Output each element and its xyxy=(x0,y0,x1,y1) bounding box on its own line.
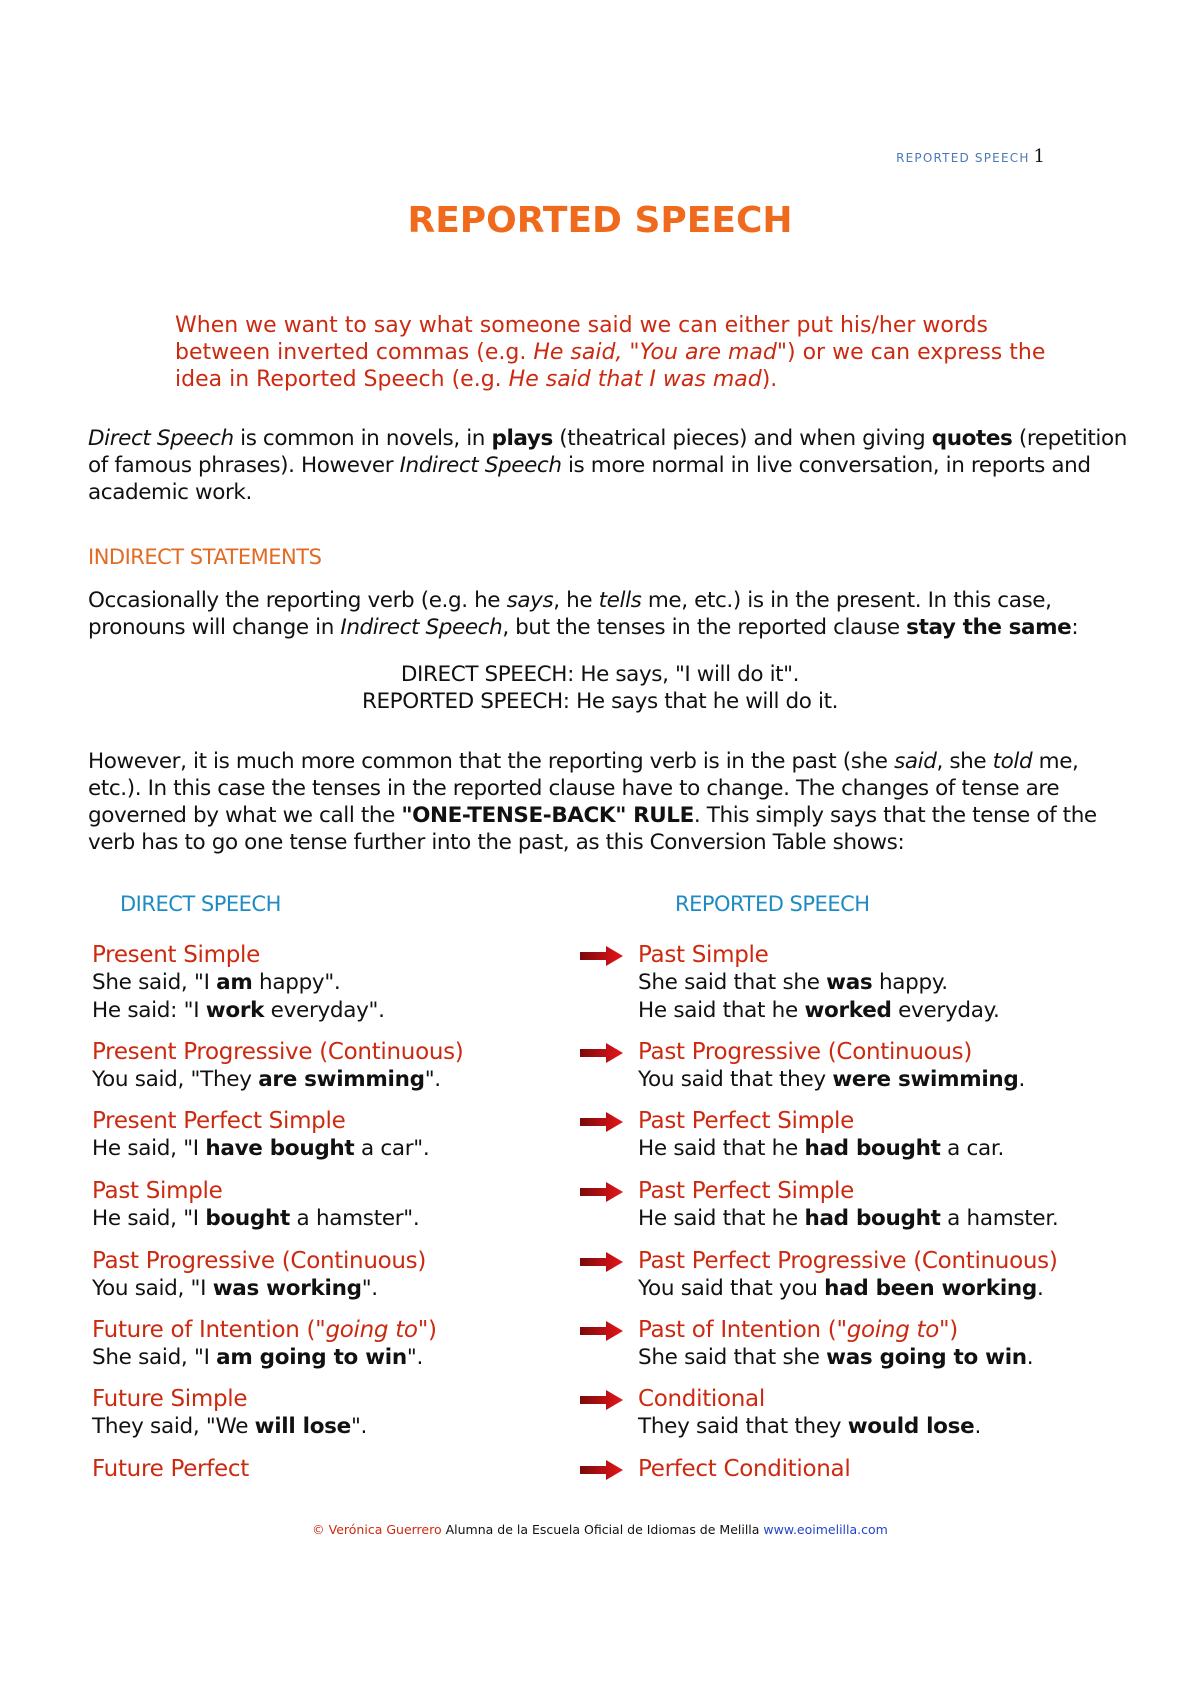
text: You said that you xyxy=(638,1276,825,1301)
example-text: : He says, "I will do it". xyxy=(567,662,800,687)
tense-name: Past Progressive (Continuous) xyxy=(92,1248,427,1274)
term: going to xyxy=(846,1317,939,1343)
text: a hamster. xyxy=(940,1206,1059,1231)
term: tells xyxy=(598,588,642,613)
arrow-right-icon xyxy=(580,1320,624,1342)
reported-cell xyxy=(638,1107,1004,1163)
verb: was working xyxy=(212,1276,362,1301)
example-block xyxy=(0,661,1200,715)
tense-name: Past Perfect Simple xyxy=(638,1108,854,1134)
reported-cell xyxy=(638,1455,850,1483)
verb: were swimming xyxy=(832,1067,1019,1092)
verb: work xyxy=(205,998,265,1023)
direct-cell xyxy=(92,941,385,1025)
example-sentence xyxy=(638,1275,1058,1303)
intro-text: ) or we can express the idea in Reported Speech (e.g. xyxy=(175,340,1046,392)
text: happy". xyxy=(252,970,341,995)
term: Indirect Speech xyxy=(399,453,562,478)
text: Occasionally the reporting verb (e.g. he xyxy=(88,588,507,613)
keyword: plays xyxy=(491,426,553,451)
direct-cell xyxy=(92,1107,429,1163)
text: You said, "I xyxy=(92,1276,213,1301)
intro-text: ). xyxy=(761,367,778,392)
verb: had been working xyxy=(824,1276,1038,1301)
text: . xyxy=(974,1414,981,1439)
verb: worked xyxy=(804,998,892,1023)
verb: had bought xyxy=(804,1136,941,1161)
example-sentence xyxy=(92,1344,437,1372)
text: ". xyxy=(361,1276,378,1301)
example-sentence xyxy=(638,1344,1033,1372)
direct-cell xyxy=(92,1455,249,1483)
text: a car". xyxy=(354,1136,430,1161)
tense-name: Future Perfect xyxy=(92,1456,249,1482)
text: Future of Intention (" xyxy=(92,1317,326,1343)
tense-name xyxy=(638,1316,1033,1344)
tense-name: Past Simple xyxy=(92,1178,223,1204)
column-header-direct: DIRECT SPEECH xyxy=(120,892,281,916)
example-sentence xyxy=(638,1066,1025,1094)
tense-name: Present Simple xyxy=(92,942,260,968)
example-label: DIRECT SPEECH xyxy=(400,662,568,687)
arrow-right-icon xyxy=(580,1181,624,1203)
verb: would lose xyxy=(847,1414,975,1439)
text: me, etc.). In this case the tenses in the reported clause have to change. The changes of tense are governed by what we call the xyxy=(88,749,1079,828)
term: going to xyxy=(325,1317,418,1343)
intro-example: He said, "You are mad" xyxy=(533,340,787,365)
reported-cell xyxy=(638,1247,1058,1303)
text: You said that they xyxy=(638,1067,833,1092)
tense-name: Past Perfect Progressive (Continuous) xyxy=(638,1248,1058,1274)
text: is common in novels, in xyxy=(233,426,492,451)
intro-text: When we want to say what someone said we can either put his/her words between inverted commas (e.g. xyxy=(175,313,988,365)
intro-example: He said that I was mad xyxy=(508,367,762,392)
term: said xyxy=(894,749,937,774)
section-heading: INDIRECT STATEMENTS xyxy=(88,545,322,569)
tense-name: Past Perfect Simple xyxy=(638,1178,854,1204)
text: everyday". xyxy=(264,998,385,1023)
keyword: stay the same xyxy=(906,615,1072,640)
example-sentence xyxy=(92,1066,463,1094)
text: You said, "They xyxy=(92,1067,259,1092)
text: (theatrical pieces) and when giving xyxy=(552,426,932,451)
text: She said, "I xyxy=(92,1345,217,1370)
tense-name: Conditional xyxy=(638,1386,765,1412)
text: (repetition of famous phrases). However xyxy=(88,426,1127,478)
example-sentence xyxy=(92,1275,426,1303)
arrow-right-icon xyxy=(580,1389,624,1411)
text: Past of Intention (" xyxy=(638,1317,847,1343)
verb: will lose xyxy=(254,1414,351,1439)
verb: am xyxy=(216,970,253,995)
direct-cell xyxy=(92,1177,419,1233)
direct-cell xyxy=(92,1247,426,1303)
term: told xyxy=(992,749,1033,774)
text: He said: "I xyxy=(92,998,206,1023)
tense-name: Future Simple xyxy=(92,1386,248,1412)
verb: had bought xyxy=(804,1206,941,1231)
text: He said that he xyxy=(638,1206,805,1231)
term: Direct Speech xyxy=(88,426,234,451)
keyword: "ONE-TENSE-BACK" RULE xyxy=(401,803,694,828)
reported-cell xyxy=(638,1038,1025,1094)
paragraph-one-tense-back xyxy=(88,748,1128,856)
example-direct xyxy=(0,661,1200,688)
text: She said that she xyxy=(638,970,827,995)
running-title: REPORTED SPEECH xyxy=(896,151,1030,165)
example-sentence xyxy=(638,1135,1004,1163)
example-sentence xyxy=(92,969,385,997)
example-sentence xyxy=(92,997,385,1025)
column-header-reported: REPORTED SPEECH xyxy=(675,892,870,916)
text: He said that he xyxy=(638,1136,805,1161)
text: , he xyxy=(553,588,599,613)
tense-name: Past Progressive (Continuous) xyxy=(638,1039,973,1065)
example-label: REPORTED SPEECH xyxy=(361,689,563,714)
arrow-right-icon xyxy=(580,945,624,967)
reported-cell xyxy=(638,1316,1033,1372)
tense-name: Perfect Conditional xyxy=(638,1456,851,1482)
text: is more normal in live conversation, in reports and academic work. xyxy=(88,453,1091,505)
text: ") xyxy=(939,1317,958,1343)
direct-cell xyxy=(92,1385,367,1441)
website-link[interactable]: www.eoimelilla.com xyxy=(763,1522,888,1537)
reported-cell xyxy=(638,1385,981,1441)
text: everyday. xyxy=(891,998,1000,1023)
text: . This simply says that the tense of the verb has to go one tense further into the past, as this Conversion Table shows: xyxy=(88,803,1097,855)
text: She said that she xyxy=(638,1345,827,1370)
keyword: quotes xyxy=(931,426,1013,451)
text: They said, "We xyxy=(92,1414,255,1439)
verb: was xyxy=(826,970,873,995)
text: happy. xyxy=(872,970,948,995)
tense-name: Past Simple xyxy=(638,942,769,968)
author-credit: © Verónica Guerrero xyxy=(312,1522,442,1537)
tense-name: Present Perfect Simple xyxy=(92,1108,346,1134)
example-sentence xyxy=(638,969,1000,997)
text: . xyxy=(1018,1067,1026,1092)
reported-cell xyxy=(638,941,1000,1025)
text: They said that they xyxy=(638,1414,848,1439)
reported-cell xyxy=(638,1177,1058,1233)
page-footer xyxy=(0,1522,1200,1537)
text: a car. xyxy=(940,1136,1005,1161)
text: a hamster". xyxy=(290,1206,420,1231)
example-sentence xyxy=(638,997,1000,1025)
text: ") xyxy=(417,1317,437,1343)
arrow-right-icon xyxy=(580,1111,624,1133)
text: He said that he xyxy=(638,998,805,1023)
text: However, it is much more common that the reporting verb is in the past (she xyxy=(88,749,895,774)
verb: bought xyxy=(205,1206,291,1231)
text: me, etc.) is in the present. In this case, pronouns will change in xyxy=(88,588,1052,640)
text: , but the tenses in the reported clause xyxy=(502,615,907,640)
verb: am going to win xyxy=(216,1345,407,1370)
page-number: 1 xyxy=(1033,146,1045,167)
intro-paragraph xyxy=(175,312,1075,393)
example-sentence xyxy=(92,1205,419,1233)
direct-cell xyxy=(92,1038,463,1094)
text: ". xyxy=(350,1414,368,1439)
example-sentence xyxy=(638,1205,1058,1233)
tense-name: Present Progressive (Continuous) xyxy=(92,1039,464,1065)
text: ". xyxy=(424,1067,441,1092)
verb: was going to win xyxy=(826,1345,1027,1370)
paragraph-direct-speech xyxy=(88,425,1128,506)
page-title: REPORTED SPEECH xyxy=(407,200,793,241)
text: He said, "I xyxy=(92,1206,206,1231)
paragraph-present-reporting xyxy=(88,587,1128,641)
text: ". xyxy=(406,1345,423,1370)
example-sentence xyxy=(92,1135,429,1163)
arrow-right-icon xyxy=(580,1251,624,1273)
example-sentence xyxy=(638,1413,981,1441)
example-text: : He says that he will do it. xyxy=(562,689,839,714)
tense-name xyxy=(92,1316,437,1344)
direct-cell xyxy=(92,1316,437,1372)
arrow-right-icon xyxy=(580,1459,624,1481)
school-credit: Alumna de la Escuela Oficial de Idiomas de Melilla xyxy=(441,1522,764,1537)
text: . xyxy=(1026,1345,1034,1370)
text: : xyxy=(1071,615,1079,640)
text: . xyxy=(1037,1276,1044,1301)
text: She said, "I xyxy=(92,970,217,995)
verb: are swimming xyxy=(258,1067,425,1092)
term: says xyxy=(506,588,554,613)
verb: have bought xyxy=(205,1136,355,1161)
text: , she xyxy=(936,749,993,774)
text: He said, "I xyxy=(92,1136,206,1161)
running-header xyxy=(896,146,1045,167)
example-reported xyxy=(0,688,1200,715)
term: Indirect Speech xyxy=(340,615,503,640)
arrow-right-icon xyxy=(580,1042,624,1064)
example-sentence xyxy=(92,1413,367,1441)
